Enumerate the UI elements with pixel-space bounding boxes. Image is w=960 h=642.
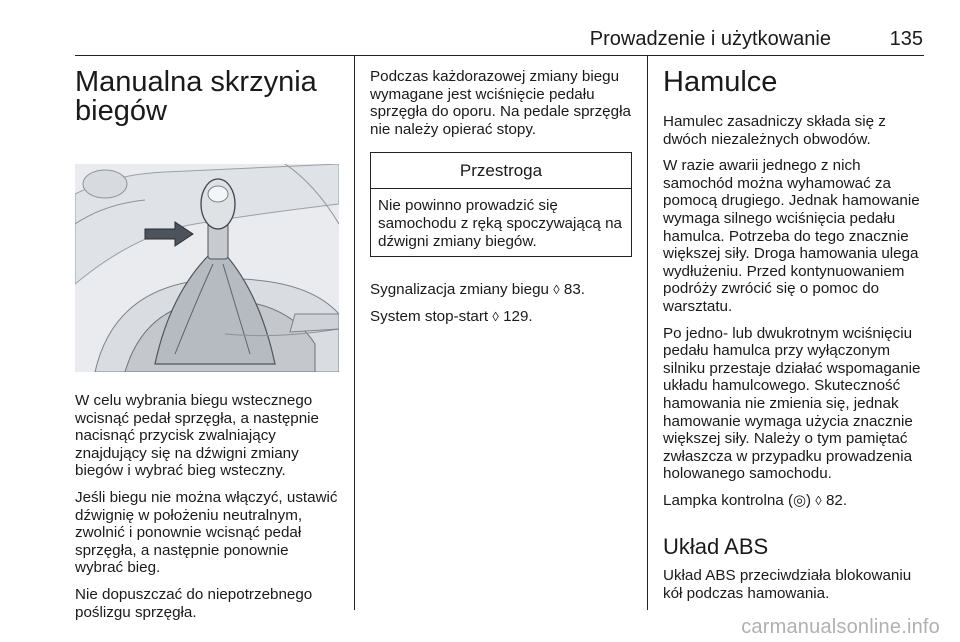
ref-stop-start-text: System stop-start xyxy=(370,307,489,325)
paragraph-brake-assist: Po jedno- lub dwukrotnym wciśnięciu pedału hamulca przy wyłączonym silniku przestaje działać wspomaganie układu hamulcowego. Skuteczność hamowania nie zmienia się, jednak hamowanie wymaga użycia znacznie większej siły. Należy o tym pamiętać zwłaszcza w przypadku prowadzenia holowanego samochodu. xyxy=(663,324,921,483)
paragraph-clutch-slip: Nie dopuszczać do niepotrzebnego poślizgu sprzęgła. xyxy=(75,585,313,621)
brake-warning-lamp-icon: (◎) xyxy=(787,491,812,509)
ref-shift-indicator xyxy=(370,281,632,299)
caution-title: Przestroga xyxy=(371,153,631,189)
page-ref-icon: ◊ xyxy=(553,282,560,298)
heading-line-2: biegów xyxy=(75,95,167,127)
column-3 xyxy=(663,60,925,612)
ref-shift-indicator-page: 83. xyxy=(563,281,586,299)
paragraph-reverse-gear: W celu wybrania biegu wstecznego wcisnąć pedał sprzęgła, a następnie nacisnąć przycisk zwalniający znajdujący się na dźwigni zmiany biegów i wybrać bieg wsteczny. xyxy=(75,392,319,480)
ref-stop-start xyxy=(370,308,632,326)
paragraph-brake-circuits: Hamulec zasadniczy składa się z dwóch niezależnych obwodów. xyxy=(663,113,886,148)
header-divider xyxy=(75,55,924,56)
watermark: carmanualsonline.info xyxy=(741,616,940,638)
heading-brakes: Hamulce xyxy=(663,66,778,98)
lamp-reference-text: Lampka kontrolna xyxy=(663,491,784,509)
page-header xyxy=(75,28,923,52)
column-divider-1 xyxy=(354,56,355,610)
section-title: Prowadzenie i użytkowanie xyxy=(589,28,831,50)
paragraph-clutch-pedal: Podczas każdorazowej zmiany biegu wymagane jest wciśnięcie pedału sprzęgła do oporu. Na pedale sprzęgła nie należy opierać stopy. xyxy=(370,68,631,138)
caution-box xyxy=(370,152,632,257)
paragraph-abs: Układ ABS przeciwdziała blokowaniu kół podczas hamowania. xyxy=(663,567,912,603)
column-1 xyxy=(75,60,339,630)
ref-shift-indicator-text: Sygnalizacja zmiany biegu xyxy=(370,281,549,299)
column-divider-2 xyxy=(647,56,648,610)
page-number: 135 xyxy=(889,28,923,50)
lamp-reference-page: 82. xyxy=(825,491,848,509)
page-ref-icon: ◊ xyxy=(815,492,822,508)
paragraph-brake-failure: W razie awarii jednego z nich samochód można wyhamować za pomocą drugiego. Jednak hamowanie wymaga silnego wciśnięcia pedału hamulca. Potrzeba do tego znacznie większej siły. Droga hamowania ulega wydłużeniu. Przed kontynuowaniem podróży zwrócić się o pomoc do warsztatu. xyxy=(663,157,920,315)
page-ref-icon: ◊ xyxy=(492,308,499,324)
lamp-reference xyxy=(663,492,925,510)
heading-abs: Układ ABS xyxy=(663,534,769,560)
caution-body xyxy=(371,189,631,256)
paragraph-gear-not-engaging: Jeśli biegu nie można włączyć, ustawić dźwignię w położeniu neutralnym, zwolnić i ponownie wcisnąć pedał sprzęgła, a następnie ponownie wybrać bieg. xyxy=(75,488,338,577)
heading-manual-gearbox xyxy=(75,68,339,126)
column-2 xyxy=(370,68,632,334)
ref-stop-start-page: 129. xyxy=(503,307,533,325)
caution-text: Nie powinno prowadzić się samochodu z ręką spoczywającą na dźwigni zmiany biegów. xyxy=(378,197,622,250)
gear-lever-illustration xyxy=(75,164,339,372)
heading-line-1: Manualna skrzynia xyxy=(75,66,317,98)
gear-lever-figure xyxy=(75,164,339,372)
